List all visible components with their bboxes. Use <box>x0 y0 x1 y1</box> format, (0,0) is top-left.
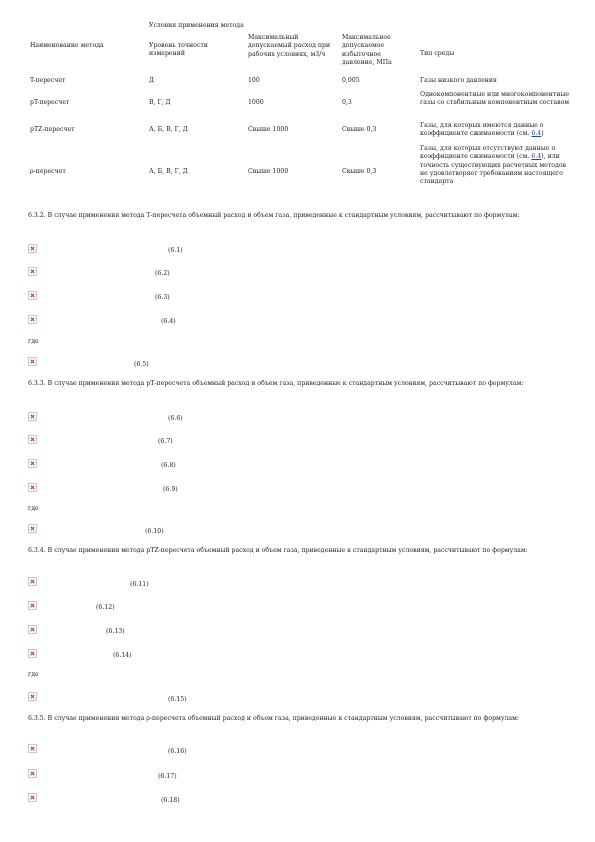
row-4-medium-tail: ), или точность существующих расчетных методов не удовлетворяет требованиям настоящего стандарта <box>420 153 567 186</box>
broken-image-icon <box>28 601 37 610</box>
formula-number: (6.6) <box>168 415 183 422</box>
broken-image-icon <box>28 459 37 468</box>
formula-number: (6.4) <box>161 318 176 325</box>
row-3-pressure: Свыше 0,3 <box>342 126 377 133</box>
row-3-medium-tail: ) <box>541 130 544 138</box>
row-1-flow: 100 <box>248 77 260 84</box>
row-1-method: T-пересчет <box>30 77 66 84</box>
broken-image-icon <box>28 793 37 802</box>
row-4-medium-text: Газы, для которых отсутствуют данные о коэффициенте сжимаемости (см. <box>420 145 556 161</box>
broken-image-icon <box>28 315 37 324</box>
formula-number: (6.13) <box>106 628 125 635</box>
broken-image-icon <box>28 649 37 658</box>
formula-number: (6.16) <box>168 748 187 755</box>
broken-image-icon <box>28 625 37 634</box>
section-6-3-3-text: 6.3.3. В случае применения метода рТ-пересчета объемный расход и объем газа, приведенные к стандартным условиям, рассчитывают по формулам: <box>28 380 524 387</box>
header-pressure: Максимальное допускаемое избыточное давление, МПа <box>342 34 392 67</box>
broken-image-icon <box>28 524 37 533</box>
broken-image-icon <box>28 744 37 753</box>
formula-number: (6.10) <box>145 528 164 535</box>
where-label: где <box>28 671 39 678</box>
header-method: Наименование метода <box>30 42 104 49</box>
where-label: где <box>28 338 39 345</box>
formula-number: (6.2) <box>155 270 170 277</box>
row-4-flow: Свыше 1000 <box>248 168 289 175</box>
row-3-medium-text: Газы, для которых имеются данные о коэффициенте сжимаемости (см. <box>420 122 544 138</box>
row-1-pressure: 0,005 <box>342 77 360 84</box>
section-6-3-4-text: 6.3.4. В случае применения метода pTZ-пересчета объемный расход и объем газа, приведенные к стандартным условиям, рассчитывают по формулам: <box>28 547 528 554</box>
section-6-3-2-text: 6.3.2. В случае применения метода Т-пересчета объемный расход и объем газа, приведенные к стандартным условиям, рассчитывают по формулам: <box>28 212 520 219</box>
row-2-accuracy: В, Г, Д <box>149 99 171 106</box>
row-3-accuracy: А, Б, В, Г, Д <box>149 126 188 133</box>
row-2-pressure: 0,3 <box>342 99 352 106</box>
formula-number: (6.5) <box>134 361 149 368</box>
row-3-medium <box>420 122 570 139</box>
broken-image-icon <box>28 412 37 421</box>
header-flow: Максимальный допускаемый расход при рабочих условиях, м3/ч <box>248 34 331 58</box>
row-4-pressure: Свыше 0,3 <box>342 168 377 175</box>
row-4-medium-link[interactable]: 6.4 <box>531 153 542 161</box>
formula-number: (6.9) <box>163 486 178 493</box>
broken-image-icon <box>28 267 37 276</box>
table-group-header: Условия применения метода <box>149 22 244 29</box>
row-1-medium: Газы низкого давления <box>420 77 497 84</box>
row-2-method: pT-пересчет <box>30 99 70 106</box>
broken-image-icon <box>28 357 37 366</box>
header-accuracy: Уровень точности измерений <box>149 42 208 58</box>
row-4-method: ρ-пересчет <box>30 168 66 175</box>
formula-number: (6.18) <box>161 797 180 804</box>
row-4-medium <box>420 145 570 187</box>
row-2-flow: 1000 <box>248 99 264 106</box>
formula-number: (6.17) <box>158 773 177 780</box>
formula-number: (6.11) <box>130 581 149 588</box>
row-1-accuracy: Д <box>149 77 155 84</box>
header-medium: Тип среды <box>420 50 455 57</box>
broken-image-icon <box>28 483 37 492</box>
formula-number: (6.8) <box>161 462 176 469</box>
formula-number: (6.7) <box>158 438 173 445</box>
broken-image-icon <box>28 769 37 778</box>
broken-image-icon <box>28 692 37 701</box>
formula-number: (6.14) <box>113 652 132 659</box>
section-6-3-5-text: 6.3.5. В случае применения метода ρ-пересчета объемный расход и объем газа, приведенные к стандартным условиям, рассчитывают по формулам: <box>28 715 519 722</box>
row-3-medium-link[interactable]: 6.4 <box>531 130 542 138</box>
row-3-method: pTZ-пересчет <box>30 126 75 133</box>
row-4-accuracy: А, Б, В, Г, Д <box>149 168 188 175</box>
where-label: где <box>28 505 39 512</box>
formula-number: (6.1) <box>168 247 183 254</box>
broken-image-icon <box>28 435 37 444</box>
broken-image-icon <box>28 577 37 586</box>
formula-number: (6.15) <box>168 696 187 703</box>
broken-image-icon <box>28 291 37 300</box>
formula-number: (6.12) <box>96 604 115 611</box>
row-3-flow: Свыше 1000 <box>248 126 289 133</box>
formula-number: (6.3) <box>155 294 170 301</box>
row-2-medium: Однокомпонентные или многокомпонентные газы со стабильным компонентным составом <box>420 91 570 107</box>
broken-image-icon <box>28 244 37 253</box>
